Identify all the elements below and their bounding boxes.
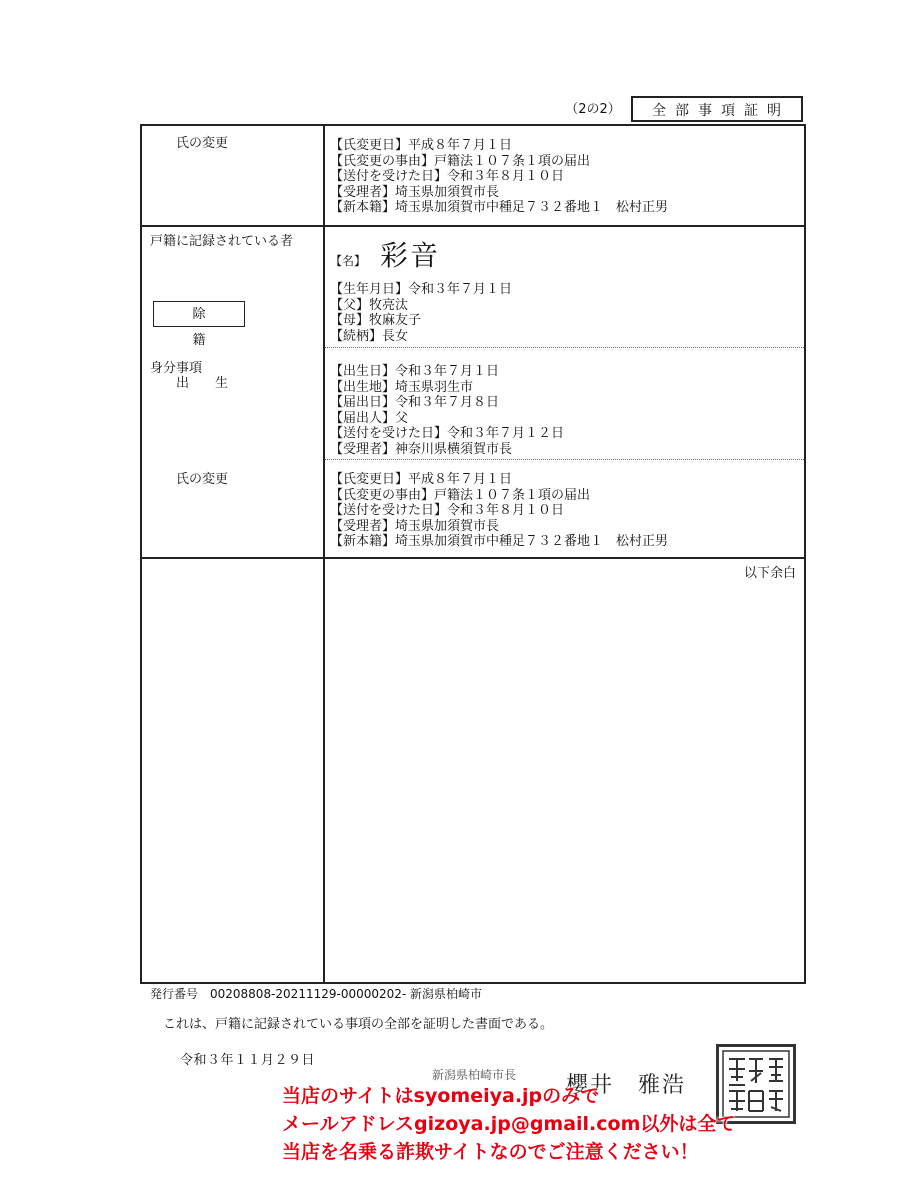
entry-line: 【届出日】令和３年７月８日	[330, 395, 500, 411]
warning-line: 当店を名乗る詐欺サイトなのでご注意ください！	[282, 1141, 699, 1163]
mayor-title: 新潟県柏崎市長	[432, 1068, 517, 1082]
entry-line: 【送付を受けた日】令和３年７月１２日	[330, 426, 565, 442]
remainder-blank-note: 以下余白	[743, 566, 796, 581]
entry-line: 【受理者】埼玉県加須賀市長	[330, 184, 500, 200]
page-label: （2の2）	[565, 102, 621, 117]
issue-date: 令和３年１１月２９日	[180, 1053, 316, 1068]
entry-line: 【出生地】埼玉県羽生市	[330, 379, 474, 395]
status-box-joseki: 除籍	[153, 301, 245, 327]
issue-number: 発行番号 00208808-20211129-00000202- 新潟県柏崎市	[150, 987, 483, 1001]
register-table	[140, 124, 806, 984]
document-title: 全部事項証明	[631, 96, 803, 122]
section1-entries	[330, 138, 668, 216]
entry-line: 【氏変更日】平成８年７月１日	[330, 472, 513, 487]
person-label: 戸籍に記録されている者	[150, 234, 294, 249]
birth-label-sub: 出 生	[176, 376, 229, 391]
person-name-row	[330, 234, 440, 274]
entry-line: 【生年月日】令和３年７月１日	[330, 282, 513, 297]
mayor-name: 櫻井 雅浩	[566, 1073, 687, 1098]
entry-line: 【母】牧麻友子	[330, 313, 422, 329]
birth-entries	[330, 364, 564, 458]
entry-line: 【受理者】神奈川県横須賀市長	[330, 441, 513, 457]
entry-line: 【新本籍】埼玉県加須賀市中種足７３２番地１ 松村正男	[330, 200, 669, 216]
warning-overlay	[282, 1082, 735, 1166]
entry-line: 【続柄】長女	[330, 328, 409, 344]
section-divider	[142, 225, 804, 227]
column-divider	[323, 126, 325, 982]
entry-line: 【受理者】埼玉県加須賀市長	[330, 518, 500, 534]
entry-line: 【父】牧亮汰	[330, 297, 409, 313]
section1-label: 氏の変更	[176, 136, 229, 151]
entry-line: 【送付を受けた日】令和３年８月１０日	[330, 503, 565, 519]
section-divider	[142, 557, 804, 559]
entry-line: 【新本籍】埼玉県加須賀市中種足７３２番地１ 松村正男	[330, 534, 669, 550]
entry-line: 【氏変更日】平成８年７月１日	[330, 138, 513, 153]
entry-line: 【氏変更の事由】戸籍法１０７条１項の届出	[330, 153, 591, 169]
entry-line: 【届出人】父	[330, 410, 409, 426]
person-entries	[330, 282, 512, 344]
entry-line: 【送付を受けた日】令和３年８月１０日	[330, 169, 565, 185]
certification-statement: これは、戸籍に記録されている事項の全部を証明した書面である。	[163, 1017, 554, 1032]
birth-label-main: 身分事項	[150, 361, 203, 376]
entry-line: 【出生日】令和３年７月１日	[330, 364, 500, 379]
dotted-divider	[325, 347, 804, 348]
person-name: 彩音	[380, 239, 441, 272]
entry-line: 【氏変更の事由】戸籍法１０７条１項の届出	[330, 487, 591, 503]
section2-label: 氏の変更	[176, 472, 229, 487]
dotted-divider	[325, 459, 804, 460]
name-key: 【名】	[330, 254, 367, 268]
warning-line: メールアドレスgizoya.jp@gmail.com以外は全て	[282, 1113, 736, 1135]
warning-line: 当店のサイトはsyomeiya.jpのみで	[282, 1085, 600, 1107]
section2-entries	[330, 472, 668, 550]
